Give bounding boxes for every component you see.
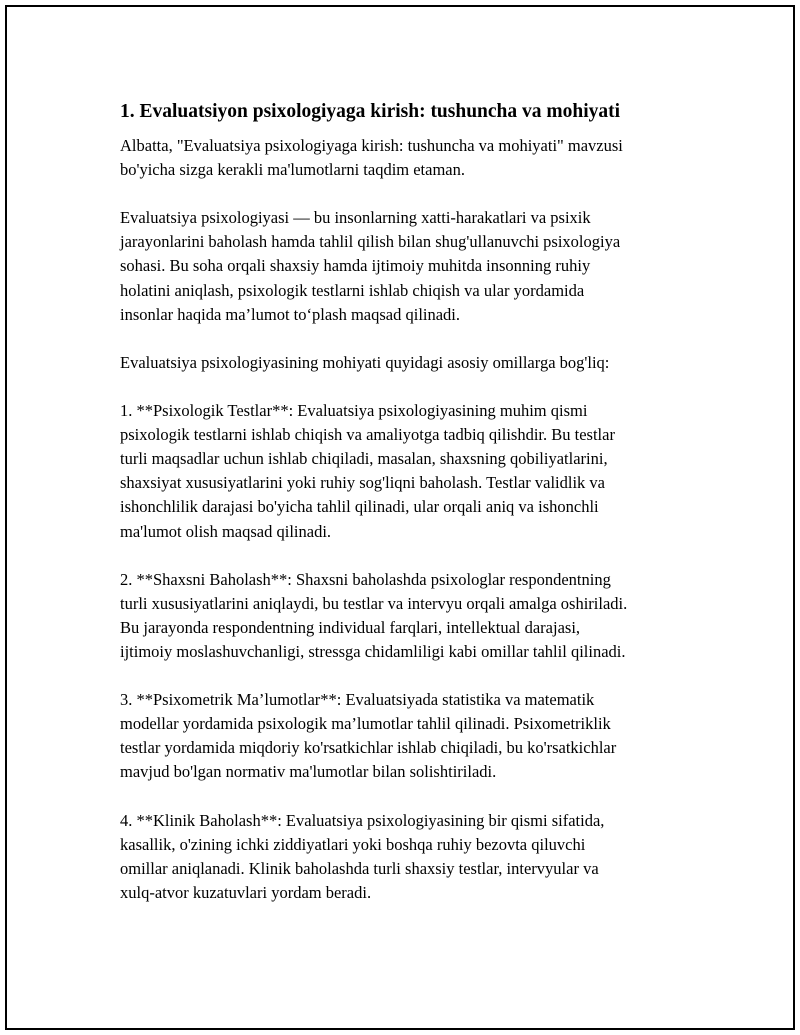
definition-paragraph: Evaluatsiya psixologiyasi — bu insonlarning xatti-harakatlari va psixik jarayonlarini baholash hamda tahlil qilish bilan shug'ullanuvchi psixologiya sohasi. Bu soha orqali shaxsiy hamda ijtimoiy muhitda insonning ruhiy holatini aniqlash, psixologik testlarni ishlab chiqish va ular yordamida insonlar haqida ma’lumot to‘plash maqsad qilinadi.: [120, 208, 621, 324]
list-item-psychometric-data: 3. **Psixometrik Ma’lumotlar**: Evaluatsiyada statistika va matematik modellar yordamida psixologik ma’lumotlar tahlil qilinadi. Psixometriklik testlar yordamida miqdoriy ko'rsatkichlar ishlab chiqiladi, bu ko'rsatkichlar mavjud bo'lgan normativ ma'lumotlar bilan solishtiriladi.: [120, 690, 617, 782]
page-frame: [5, 5, 795, 1030]
document-body: [120, 99, 700, 929]
intro-paragraph: Albatta, "Evaluatsiya psixologiyaga kirish: tushuncha va mohiyati" mavzusi bo'yicha sizga kerakli ma'lumotlarni taqdim etaman.: [120, 136, 623, 180]
list-item-personality-assessment: 2. **Shaxsni Baholash**: Shaxsni baholashda psixologlar respondentning turli xususiyatlarini aniqlaydi, bu testlar va intervyu orqali amalga oshiriladi. Bu jarayonda respondentning individual farqlari, intellektual darajasi, ijtimoiy moslashuvchanligi, stressga chidamliligi kabi omillar tahlil qilinadi.: [120, 569, 628, 661]
essence-lead-paragraph: Evaluatsiya psixologiyasining mohiyati quyidagi asosiy omillarga bog'liq:: [120, 352, 610, 372]
list-item-psychological-tests: 1. **Psixologik Testlar**: Evaluatsiya psixologiyasining muhim qismi psixologik testlarni ishlab chiqish va amaliyotga tadbiq qilishdir. Bu testlar turli maqsadlar uchun ishlab chiqiladi, masalan, shaxsning qobiliyatlarini, shaxsiyat xususiyatlarini yoki ruhiy sog'liqni baholash. Testlar validlik va ishonchlilik darajasi bo'yicha tahlil qilinadi, ular orqali aniq va ishonchli ma'lumot olish maqsad qilinadi.: [120, 401, 615, 541]
document-title: 1. Evaluatsiyon psixologiyaga kirish: tushuncha va mohiyati: [120, 101, 621, 122]
list-item-clinical-assessment: 4. **Klinik Baholash**: Evaluatsiya psixologiyasining bir qismi sifatida, kasallik, o'zining ichki ziddiyatlari yoki boshqa ruhiy bezovta qiluvchi omillar aniqlanadi. Klinik baholashda turli shaxsiy testlar, intervyular va xulq-atvor kuzatuvlari yordam beradi.: [120, 810, 605, 902]
